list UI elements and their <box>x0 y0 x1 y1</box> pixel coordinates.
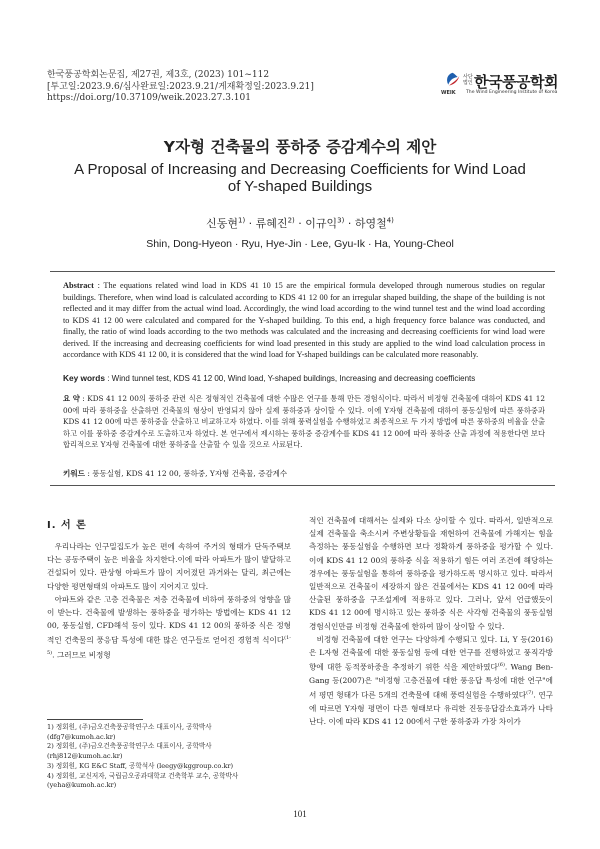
abstract-english <box>63 280 545 361</box>
author-sep: · <box>245 217 256 230</box>
paragraph-text: . 그러므로 비정형 <box>52 650 111 660</box>
logo-abbr: WEIK <box>441 90 456 96</box>
submission-dates: [투고일:2023.9.6/심사완료일:2023.9.21/게재확정일:2023.9.21] <box>47 81 314 92</box>
keywords-ko-text: : 풍동실험, KDS 41 12 00, 풍하중, Y자형 건축물, 증감계수 <box>85 469 288 478</box>
weik-logo <box>441 71 564 97</box>
abstract-ko-text: : KDS 41 12 00의 풍하중 관련 식은 정형적인 건축물에 대한 수많은 연구를 통해 만든 경험식이다. 따라서 비정형 건축물에 대하여 KDS 41 12 00에 따라 풍하중을 산출하면 건축물의 형상이 반영되지 않아 실제 풍하중과 상이할 수 있다. 이에 Y자형 건축물에 대하여 풍동실험에 따른 풍하중과 KDS 41 12 00에 따른 풍하중을 산출하고 비교하고자 하였다. 이를 위해 풍력실험을 수행하였고 최종적으로 두 가지 방법에 따른 풍하중의 비율을 산출하고 이를 풍하중 증감계수로 도출하고자 하였다. 본 연구에서 제시하는 풍하중 증감계수를 KDS 41 12 00에 따라 풍하중 산출 과정에 적용한다면 보다 합리적으로 Y자형 건축물에 대한 풍하중을 산출할 수 있을 것으로 사료된다. <box>63 394 545 450</box>
paragraph-text: . 연구에 따르면 Y자형 평면이 다른 형태보다 유리한 진동응답감소효과가 나타난다. 이에 따라 KDS 41 12 00에서 구한 풍하중과 가장 차이가 <box>309 690 553 727</box>
logo-name-ko: 한국풍공학회 <box>474 73 558 91</box>
title-en-line-2: of Y-shaped Buildings <box>227 178 373 195</box>
abstract-top-rule <box>50 271 555 272</box>
author-3-mark: 3) <box>337 216 345 225</box>
footnote-line: (dfg7@kumoh.ac.kr) <box>47 732 116 741</box>
keywords-korean <box>63 468 545 479</box>
abstract-text: : The equations related wind load in KDS 41 10 15 are the empirical formula developed through numerous studies on regular buildings. Therefore, when wind load is calculated according to KDS 41 12 00 for an irregular shaped building, the shape of the building is not reflected and it may differ from the actual wind load. Accordingly, the wind load according to the wind tunnel test and the wind load according to KDS 41 12 00 were calculated and compared for the Y-shaped building. To this end, a high frequency force balance was conducted, and finally, the ratio of wind loads according to the two methods was calculated and the increasing and decreasing coefficients for wind load were derived. If the increasing and decreasing coefficients for wind load presented in this study are applied to the wind load calculation process in accordance with KDS 41 12 00, it is considered that the wind load for Y-shaped buildings can be calculated more reasonably. <box>63 281 545 359</box>
authors-korean <box>0 215 600 231</box>
author-1-mark: 1) <box>237 216 246 225</box>
author-4: 하영철 <box>354 217 387 230</box>
author-4-mark: 4) <box>386 216 394 225</box>
body-column-left <box>47 540 291 662</box>
paragraph: 우리나라는 인구밀집도가 높은 편에 속하여 주거의 형태가 단독주택보다는 공동주택이 높은 비율을 차지한다.이에 따라 아파트가 많이 발달하고 건설되어 있다. 판상형 아파트가 많이 지어졌던 과거와는 달리, 최근에는 다양한 평면형태의 아파트도 많이 지어지고 있다. <box>47 542 291 591</box>
weik-emblem-icon <box>444 71 461 88</box>
journal-header <box>47 70 314 105</box>
footnotes <box>47 723 297 791</box>
footnote-rule <box>47 719 143 720</box>
paragraph-text: . Wang Ben-Gang 등(2007)은 "비정형 고층건물에 대한 풍응답 특성에 대한 연구"에서 평면 형태가 다른 5개의 건축물에 대해 풍력실험을 수행하였다 <box>309 662 553 700</box>
paper-title-english <box>0 161 600 195</box>
footnote-line: (rhj812@kumoh.ac.kr) <box>47 752 123 761</box>
paragraph-text: 아파트와 같은 고층 건축물은 저층 건축물에 비하여 풍하중의 영향을 많이 받는다. 건축물에 발생하는 풍하중을 평가하는 방법에는 KDS 41 12 00, 풍동실험, CFD해석 등이 있다. KDS 41 12 00의 풍하중 식은 정형적인 건축물의 풍응답 특성에 대한 많은 연구들로 얻어진 경험적 식이다 <box>47 594 291 645</box>
title-en-line-1: A Proposal of Increasing and Decreasing Coefficients for Wind Load <box>74 161 526 178</box>
author-1: 신동현 <box>206 217 238 230</box>
author-sep: · <box>294 217 306 230</box>
footnote-line: 4) 정회원, 교신저자, 국립금오공과대학교 건축학부 교수, 공학박사 <box>47 771 239 780</box>
abstract-label: Abstract <box>63 281 94 290</box>
page-number: 101 <box>293 809 307 819</box>
paper-title-korean: Y자형 건축물의 풍하중 증감계수의 제안 <box>163 138 437 156</box>
keywords-text: : Wind tunnel test, KDS 41 12 00, Wind load, Y-shaped buildings, Increasing and decreasing coefficients <box>104 374 476 383</box>
paragraph: 적인 건축물에 대해서는 실제와 다소 상이할 수 있다. 따라서, 일반적으로 실제 건축물을 축소시켜 주변상황들을 재현하여 건축물에 가해지는 힘을 측정하는 풍동실험을 수행하면 보다 정확하게 풍하중을 평가할 수 있다. 이에 KDS 41 12 00의 풍하중 식을 적용하기 힘든 여러 조건에 해당하는 경우에는 풍동실험을 통하여 풍하중을 평가하도록 명시하고 있다. 따라서 일반적으로 건축물이 세장하지 않은 건물에서는 KDS 41 12 00에 따라 산출된 풍하중을 구조설계에 적용하고 있다. 그러나, 앞서 언급했듯이 KDS 41 12 00에 명시하고 있는 풍하중 식은 사각형 건축물의 풍동실험 경험식인만큼 비정형 건축물에 한하여 많이 상이할 수 있다. <box>309 516 553 631</box>
keywords-english <box>63 373 545 383</box>
footnote-line: 1) 정회원, (주)금오건축풍공학연구소 대표이사, 공학박사 <box>47 723 212 731</box>
footnote-line: 2) 정회원, (주)금오건축풍공학연구소 대표이사, 공학박사 <box>47 742 212 751</box>
citation-ref: (6) <box>497 662 505 669</box>
paragraph <box>309 633 553 728</box>
logo-name-en: The Wind Engineering Institute of Korea <box>466 90 558 95</box>
paragraph <box>47 593 291 662</box>
author-sep: · <box>344 217 355 230</box>
abstract-korean <box>63 393 545 451</box>
citation-ref: (7) <box>526 690 534 697</box>
author-2: 류혜진 <box>255 217 288 230</box>
footnote-line: 3) 정회원, KG E&C Staff, 공학석사 (leegy@kggroup.co.kr) <box>47 761 234 770</box>
author-2-mark: 2) <box>287 216 295 225</box>
section-heading-introduction: I. 서 론 <box>47 520 87 531</box>
doi-link[interactable]: https://doi.org/10.37109/weik.2023.27.3.101 <box>47 93 251 103</box>
paragraph-text: 비정형 건축물에 대한 연구는 다양하게 수행되고 있다. Li, Y 등(2016)은 L자형 건축물에 대한 풍동실험 등에 대한 연구를 진행하였고 풍직각방향에 대한 동적풍하중을 추정하기 위한 식을 제안하였다 <box>309 634 553 672</box>
footnote-line: (yeha@kumoh.ac.kr) <box>47 781 117 790</box>
authors-english: Shin, Dong-Hyeon · Ryu, Hye-Jin · Lee, Gyu-Ik · Ha, Young-Cheol <box>146 238 454 250</box>
abstract-ko-label: 요 약 <box>63 394 80 403</box>
author-3: 이규익 <box>305 217 338 230</box>
abstract-bottom-rule <box>50 485 555 486</box>
body-column-right <box>309 514 553 728</box>
logo-established: 사단법인 <box>463 74 473 86</box>
keywords-label: Key words <box>63 373 105 383</box>
keywords-ko-label: 키워드 <box>63 469 86 478</box>
journal-citation: 한국풍공학회논문집, 제27권, 제3호, (2023) 101~112 <box>47 70 270 80</box>
citation-ref: (1-5) <box>47 635 291 657</box>
